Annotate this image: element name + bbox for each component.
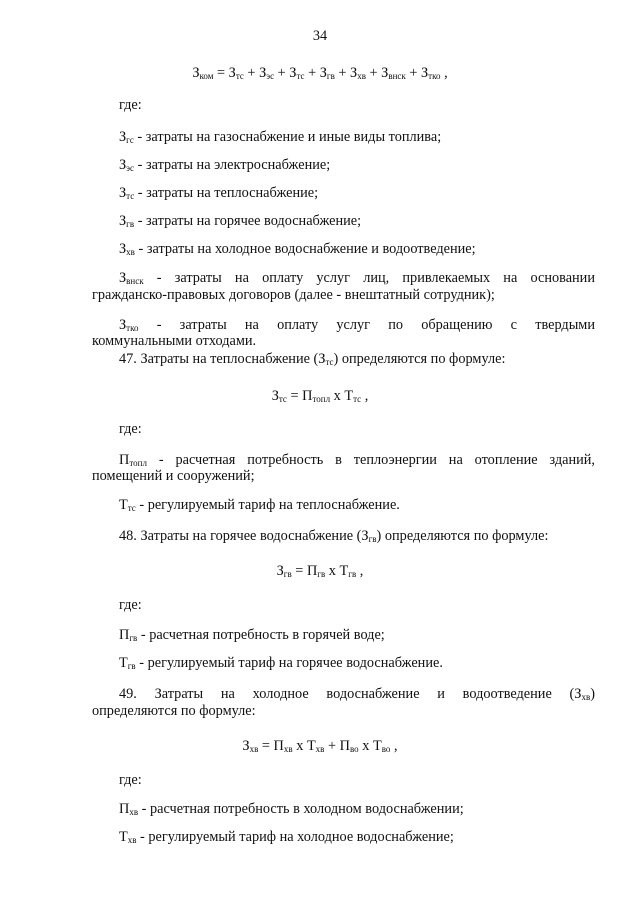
definition-electricity: $З_{эс}$ - затраты на электроснабжение; <box>119 157 331 173</box>
definition-hot-water: $З_{гв}$ - затраты на горячее водоснабжение; <box>119 213 362 229</box>
definition-cold-water-tariff: $Т_{хв}$ - регулируемый тариф на холодное водоснабжение; <box>119 829 454 845</box>
definition-cold-water-demand: $П_{хв}$ - расчетная потребность в холодном водоснабжении; <box>119 801 464 817</box>
formula-main: $З_{ком} = З_{тс} + З_{эс} + З_{тс} + З_{гв} + З_{хв} + З_{внск} + З_{тко}$ , <box>192 65 448 81</box>
definition-heat: $З_{тс}$ - затраты на теплоснабжение; <box>119 185 319 201</box>
formula-49: $З_{хв} = П_{хв}$ х $Т_{хв} + П_{во}$ х $Т_{во}$ , <box>242 738 398 754</box>
where-label: где: <box>119 97 142 113</box>
item-48: 48. Затраты на горячее водоснабжение $(З_{гв})$ определяются по формуле: <box>119 528 549 544</box>
page-number: 34 <box>312 28 328 44</box>
definition-gas: $З_{гс}$ - затраты на газоснабжение и иные виды топлива; <box>119 129 442 145</box>
where-label: где: <box>119 597 142 613</box>
where-label: где: <box>119 421 142 437</box>
definition-cold-water: $З_{хв}$ - затраты на холодное водоснабжение и водоотведение; <box>119 241 476 257</box>
definition-hot-water-demand: $П_{гв}$ - расчетная потребность в горячей воде; <box>119 627 385 643</box>
definition-heat-tariff: $Т_{тс}$ - регулируемый тариф на теплоснабжение. <box>119 497 400 513</box>
formula-48: $З_{гв} = П_{гв}$ х $Т_{гв}$ , <box>276 563 364 579</box>
where-label: где: <box>119 772 142 788</box>
formula-47: $З_{тс} = П_{топл}$ х $Т_{тс}$ , <box>271 388 369 404</box>
definition-hot-water-tariff: $Т_{гв}$ - регулируемый тариф на горячее водоснабжение. <box>119 655 443 671</box>
item-47: 47. Затраты на теплоснабжение $(З_{тс})$ определяются по формуле: <box>119 351 506 367</box>
